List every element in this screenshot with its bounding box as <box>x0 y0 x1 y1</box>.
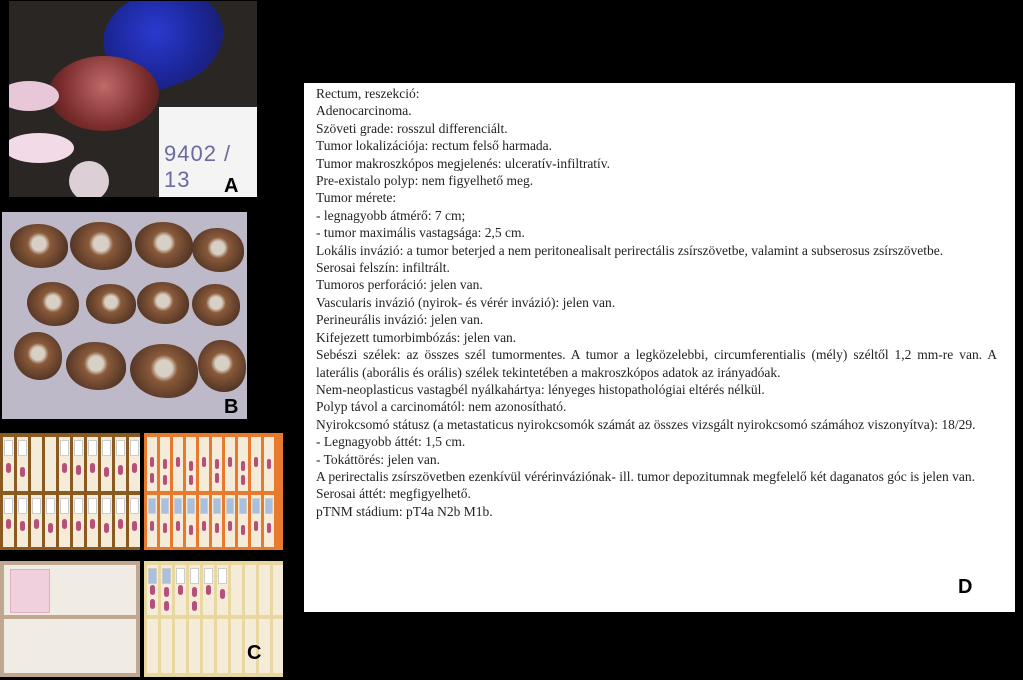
tissue-slice <box>198 340 246 392</box>
tissue-slice <box>27 282 79 326</box>
tissue-slice <box>192 228 244 272</box>
report-line: Nem-neoplasticus vastagbél nyálkahártya: lényeges histopathológiai eltérés nélkül. <box>316 381 765 397</box>
report-line: Sebészi szélek: az összes szél tumormentes. A tumor a legközelebbi, circumferentialis (mély) széltől 1,2 mm-re van. A laterális (aborális és orális) szélek tekintetében a makroszkópos adatok az irányadóak. <box>316 347 997 380</box>
report-line: Serosai áttét: megfigyelhető. <box>316 486 471 502</box>
tissue-slice <box>70 222 132 270</box>
report-line: Szöveti grade: rosszul differenciált. <box>316 120 508 136</box>
report-line: Tumor makroszkópos megjelenés: ulceratív-infiltratív. <box>316 155 611 171</box>
tissue-slice <box>137 282 189 324</box>
report-line: Perineurális invázió: jelen van. <box>316 312 484 328</box>
report-line: Tumoros perforáció: jelen van. <box>316 277 483 293</box>
rectum-specimen <box>49 56 159 131</box>
report-line: Serosai felszín: infiltrált. <box>316 260 450 276</box>
tissue-slice <box>14 332 62 380</box>
report-line: Nyirokcsomó státusz (a metastaticus nyirokcsomók számát az összes vizsgált nyirokcsomó számához viszonyítva): 18/29. <box>316 416 976 432</box>
photo-panel-a <box>9 1 257 197</box>
report-text <box>316 85 997 520</box>
tissue-slice <box>192 284 240 326</box>
report-line: Tumor mérete: <box>316 190 397 206</box>
report-line: Vascularis invázió (nyirok- és vérér invázió): jelen van. <box>316 294 616 310</box>
slide-tray-1 <box>0 433 140 550</box>
report-line: Pre-existalo polyp: nem figyelhető meg. <box>316 173 534 189</box>
tissue-slice <box>135 222 193 268</box>
panel-letter-d: D <box>958 576 973 598</box>
photo-panel-b <box>2 212 247 419</box>
pathology-report-panel <box>304 83 1015 612</box>
report-line: Tumor lokalizációja: rectum felső harmada. <box>316 138 553 154</box>
report-line: - legnagyobb átmérő: 7 cm; <box>316 207 466 223</box>
tissue-slice <box>10 224 68 268</box>
report-line: - Legnagyobb áttét: 1,5 cm. <box>316 434 466 450</box>
report-line: Kifejezett tumorbimbózás: jelen van. <box>316 329 517 345</box>
report-line: Polyp távol a carcinomától: nem azonosítható. <box>316 399 567 415</box>
report-line: - tumor maximális vastagsága: 2,5 cm. <box>316 225 525 241</box>
panel-letter-b: B <box>224 396 239 418</box>
report-line: Lokális invázió: a tumor beterjed a nem peritonealisalt perirectális zsírszövetbe, valamint a subserosus zsírszövetbe. <box>316 242 944 258</box>
panel-letter-a: A <box>224 175 239 197</box>
large-slide <box>4 619 136 673</box>
gloved-hand <box>9 133 74 163</box>
tissue-slice <box>130 344 198 398</box>
slide-tray-2 <box>144 433 283 550</box>
report-line: Adenocarcinoma. <box>316 103 412 119</box>
slide-tray-3 <box>0 561 140 677</box>
gloved-hand <box>69 161 109 197</box>
panel-letter-c: C <box>247 642 262 664</box>
specimen-number: 9402 / 13 <box>164 141 232 192</box>
slide-tray-4 <box>144 561 283 677</box>
large-slide <box>4 565 136 615</box>
tissue-slice <box>66 342 126 390</box>
report-line: A perirectalis zsírszövetben ezenkívül vérérinváziónak- ill. tumor depozitumnak megfelelő két daganatos góc is jelen van. <box>316 468 976 484</box>
report-line: - Tokáttörés: jelen van. <box>316 451 441 467</box>
tissue-slice <box>86 284 136 324</box>
report-line: Rectum, reszekció: <box>316 86 420 101</box>
report-line: pTNM stádium: pT4a N2b M1b. <box>316 503 493 519</box>
